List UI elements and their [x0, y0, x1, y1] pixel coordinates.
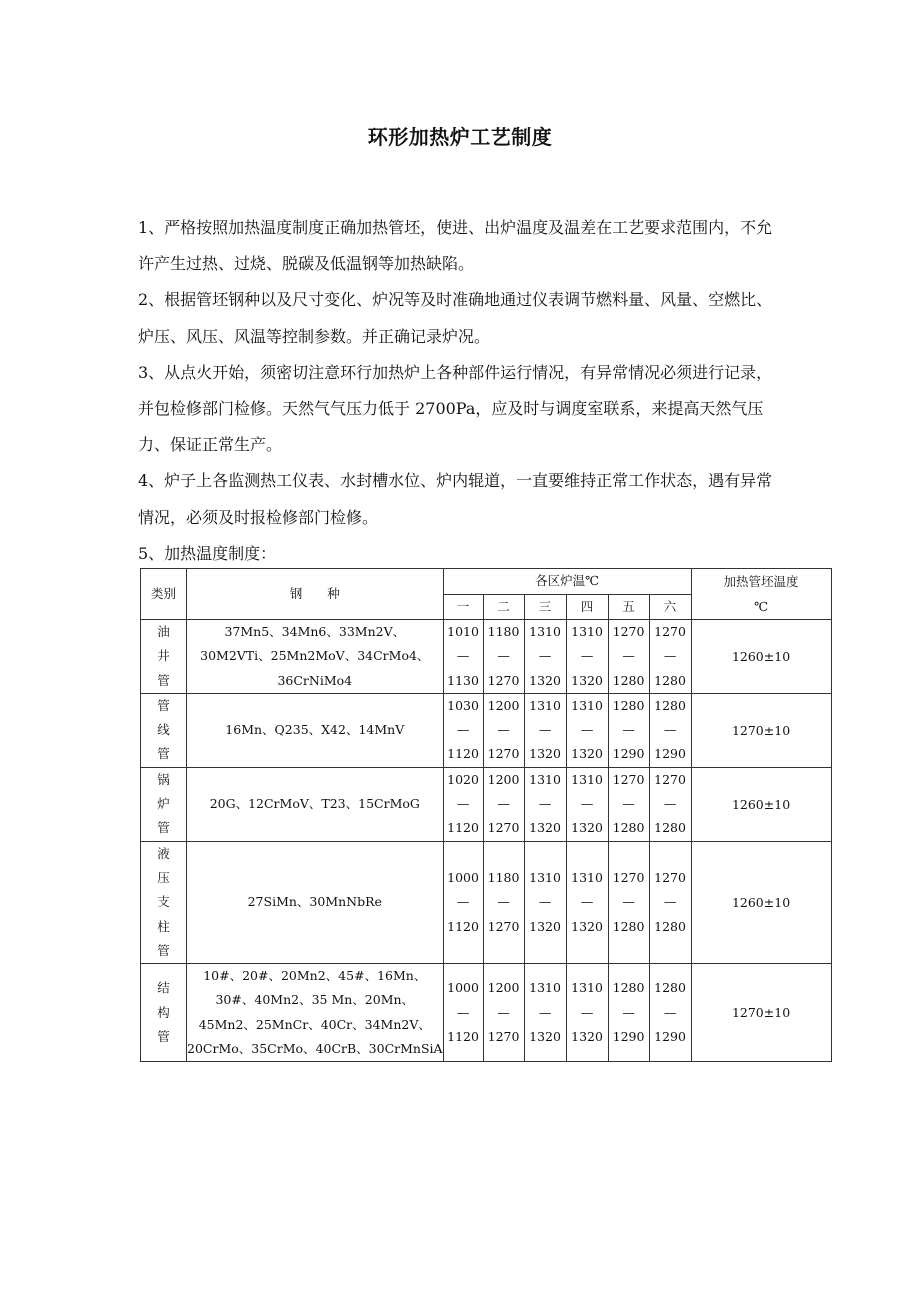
- zone-temp-dash: —: [663, 894, 677, 910]
- zone-3-temp-cell: [524, 693, 566, 767]
- zone-temp-low: 1310: [529, 771, 561, 787]
- zone-1-temp-cell: [443, 620, 483, 694]
- steel-grade-cell: [187, 767, 444, 841]
- zone-temp-dash: —: [580, 894, 594, 910]
- zone-3-temp-cell: [524, 767, 566, 841]
- billet-temp-cell: 1260±10: [691, 767, 831, 841]
- zone-temp-low: 1270: [654, 771, 686, 787]
- paragraph-2: 2、根据管坯钢种以及尺寸变化、炉况等及时准确地通过仪表调节燃料量、风量、空燃比、炉压、风压、风温等控制参数。并正确记录炉况。: [138, 290, 773, 346]
- zone-1-temp-cell: [443, 964, 483, 1062]
- category-char: 管: [157, 672, 170, 688]
- zone-temp-low: 1030: [447, 697, 479, 713]
- zone-temp-dash: —: [580, 648, 594, 664]
- zone-temp-low: 1000: [447, 869, 479, 885]
- zone-temp-high: 1270: [487, 918, 520, 934]
- zone-temp-low: 1310: [529, 697, 561, 713]
- zone-temp-high: 1270: [487, 746, 520, 762]
- zone-6-temp-cell: [649, 767, 691, 841]
- zone-temp-high: 1120: [447, 918, 479, 934]
- zone-6-temp-cell: [649, 620, 691, 694]
- zone-temp-high: 1120: [447, 746, 479, 762]
- header-zone-5: 五: [608, 594, 649, 620]
- category-char: 炉: [157, 796, 170, 812]
- zone-temp-high: 1320: [571, 918, 603, 934]
- zone-temp-dash: —: [663, 722, 677, 738]
- zone-temp-dash: —: [497, 894, 510, 910]
- zone-temp-high: 1270: [487, 820, 520, 836]
- heating-temperature-table: [140, 568, 832, 1062]
- paragraph-3: 3、从点火开始，须密切注意环行加热炉上各种部件运行情况，有异常情况必须进行记录，并包检修部门检修。天然气气压力低于 2700Pa，应及时与调度室联系，来提高天然气压力、保证正常生产。: [138, 362, 773, 455]
- category-cell: [141, 841, 187, 963]
- zone-temp-low: 1270: [612, 869, 645, 885]
- zone-3-temp-cell: [524, 964, 566, 1062]
- zone-temp-low: 1270: [654, 869, 686, 885]
- zone-temp-high: 1320: [529, 746, 561, 762]
- zone-temp-dash: —: [538, 722, 552, 738]
- zone-temp-dash: —: [580, 796, 594, 812]
- steel-grade-line: 36CrNiMo4: [277, 672, 353, 688]
- zone-temp-dash: —: [538, 894, 552, 910]
- zone-temp-low: 1270: [654, 624, 686, 639]
- category-char: 管: [157, 820, 170, 836]
- category-char: 管: [157, 1028, 170, 1044]
- steel-grade-line: 37Mn5、34Mn6、33Mn2V、: [224, 624, 406, 639]
- zone-temp-dash: —: [497, 722, 510, 738]
- zone-temp-low: 1280: [612, 697, 645, 713]
- table-row: [141, 767, 832, 841]
- steel-grade-cell: [187, 693, 444, 767]
- zone-6-temp-cell: [649, 964, 691, 1062]
- page-title: 环形加热炉工艺制度: [367, 125, 553, 149]
- zone-temp-low: 1010: [447, 624, 479, 639]
- zone-temp-dash: —: [497, 796, 510, 812]
- zone-temp-high: 1280: [654, 820, 686, 836]
- paragraph-5: 5、加热温度制度：: [138, 543, 277, 563]
- header-billet-temp-line1: 加热管坯温度: [723, 574, 799, 589]
- zone-temp-high: 1130: [447, 672, 479, 688]
- category-char: 结: [157, 980, 170, 996]
- zone-2-temp-cell: [483, 693, 524, 767]
- zone-temp-low: 1310: [529, 624, 561, 639]
- zone-temp-dash: —: [663, 796, 677, 812]
- steel-grade-line: 20CrMo、35CrMo、40CrB、30CrMnSiA: [187, 1041, 443, 1057]
- zone-6-temp-cell: [649, 693, 691, 767]
- zone-3-temp-cell: [524, 841, 566, 963]
- zone-4-temp-cell: [566, 964, 608, 1062]
- zone-temp-low: 1180: [487, 869, 520, 885]
- header-zone-temps: 各区炉温℃: [443, 569, 691, 595]
- billet-temp-cell: 1270±10: [691, 693, 831, 767]
- zone-temp-high: 1270: [487, 1028, 520, 1044]
- zone-temp-dash: —: [456, 648, 470, 664]
- header-zone-1: 一: [443, 594, 483, 620]
- zone-5-temp-cell: [608, 841, 649, 963]
- zone-temp-low: 1200: [487, 697, 520, 713]
- paragraph-4: 4、炉子上各监测热工仪表、水封槽水位、炉内辊道，一直要维持正常工作状态，遇有异常情况，必须及时报检修部门检修。: [138, 471, 773, 527]
- table-row: [141, 620, 832, 694]
- zone-4-temp-cell: [566, 841, 608, 963]
- zone-temp-dash: —: [663, 1004, 677, 1020]
- zone-temp-high: 1120: [447, 820, 479, 836]
- zone-temp-high: 1280: [654, 672, 686, 688]
- zone-temp-dash: —: [663, 648, 677, 664]
- zone-temp-low: 1200: [487, 771, 520, 787]
- zone-temp-dash: —: [497, 648, 510, 664]
- category-char: 线: [157, 722, 170, 738]
- zone-temp-high: 1280: [654, 918, 686, 934]
- zone-temp-dash: —: [538, 796, 552, 812]
- zone-5-temp-cell: [608, 620, 649, 694]
- zone-temp-low: 1280: [612, 980, 645, 996]
- zone-temp-low: 1280: [654, 980, 686, 996]
- category-cell: [141, 620, 187, 694]
- zone-temp-low: 1310: [571, 869, 603, 885]
- zone-temp-low: 1310: [571, 980, 603, 996]
- zone-temp-dash: —: [622, 1004, 635, 1020]
- zone-temp-high: 1320: [529, 820, 561, 836]
- zone-temp-high: 1280: [612, 820, 645, 836]
- zone-temp-dash: —: [456, 796, 470, 812]
- zone-temp-high: 1320: [529, 918, 561, 934]
- category-char: 构: [157, 1004, 170, 1020]
- header-zone-4: 四: [566, 594, 608, 620]
- category-char: 管: [157, 942, 170, 958]
- zone-1-temp-cell: [443, 841, 483, 963]
- zone-4-temp-cell: [566, 693, 608, 767]
- zone-2-temp-cell: [483, 620, 524, 694]
- zone-temp-low: 1180: [487, 624, 520, 639]
- zone-temp-low: 1000: [447, 980, 479, 996]
- zone-1-temp-cell: [443, 767, 483, 841]
- zone-temp-high: 1320: [571, 672, 603, 688]
- steel-grade-line: 16Mn、Q235、X42、14MnV: [225, 722, 405, 738]
- zone-temp-low: 1310: [571, 624, 603, 639]
- zone-temp-high: 1320: [529, 1028, 561, 1044]
- steel-grade-cell: [187, 620, 444, 694]
- zone-temp-high: 1320: [571, 746, 603, 762]
- zone-5-temp-cell: [608, 964, 649, 1062]
- zone-5-temp-cell: [608, 767, 649, 841]
- zone-temp-low: 1310: [571, 697, 603, 713]
- zone-6-temp-cell: [649, 841, 691, 963]
- header-steel-grade: 钢 种: [187, 569, 444, 620]
- category-cell: [141, 964, 187, 1062]
- billet-temp-cell: 1270±10: [691, 964, 831, 1062]
- zone-4-temp-cell: [566, 767, 608, 841]
- category-char: 液: [157, 845, 170, 861]
- header-billet-temp: [691, 569, 831, 620]
- category-char: 柱: [157, 918, 170, 934]
- zone-temp-low: 1280: [654, 697, 686, 713]
- zone-temp-high: 1320: [571, 1028, 603, 1044]
- category-char: 管: [157, 746, 170, 762]
- header-zone-3: 三: [524, 594, 566, 620]
- zone-temp-dash: —: [622, 796, 635, 812]
- zone-4-temp-cell: [566, 620, 608, 694]
- steel-grade-cell: [187, 841, 444, 963]
- zone-2-temp-cell: [483, 767, 524, 841]
- steel-grade-cell: [187, 964, 444, 1062]
- zone-temp-high: 1270: [487, 672, 520, 688]
- steel-grade-line: 10#、20#、20Mn2、45#、16Mn、: [203, 968, 427, 984]
- zone-temp-low: 1310: [529, 980, 561, 996]
- zone-temp-high: 1290: [654, 1028, 686, 1044]
- billet-temp-cell: 1260±10: [691, 841, 831, 963]
- steel-grade-line: 30M2VTi、25Mn2MoV、34CrMo4、: [200, 648, 430, 664]
- zone-temp-dash: —: [622, 894, 635, 910]
- zone-temp-high: 1280: [612, 672, 645, 688]
- zone-temp-dash: —: [622, 648, 635, 664]
- zone-5-temp-cell: [608, 693, 649, 767]
- zone-temp-high: 1280: [612, 918, 645, 934]
- table-row: [141, 964, 832, 1062]
- zone-temp-dash: —: [497, 1004, 510, 1020]
- zone-temp-low: 1200: [487, 980, 520, 996]
- paragraph-1: 1、严格按照加热温度制度正确加热管坯，使进、出炉温度及温差在工艺要求范围内，不允许产生过热、过烧、脱碳及低温钢等加热缺陷。: [138, 218, 773, 274]
- steel-grade-line: 27SiMn、30MnNbRe: [247, 894, 382, 910]
- category-char: 锅: [157, 771, 170, 787]
- zone-temp-low: 1270: [612, 624, 645, 639]
- category-cell: [141, 767, 187, 841]
- header-category: 类别: [141, 569, 187, 620]
- zone-temp-dash: —: [580, 722, 594, 738]
- zone-temp-high: 1290: [612, 1028, 645, 1044]
- header-zone-6: 六: [649, 594, 691, 620]
- steel-grade-line: 30#、40Mn2、35 Mn、20Mn、: [215, 992, 415, 1008]
- zone-temp-dash: —: [580, 1004, 594, 1020]
- zone-temp-high: 1290: [612, 746, 645, 762]
- zone-3-temp-cell: [524, 620, 566, 694]
- billet-temp-cell: 1260±10: [691, 620, 831, 694]
- zone-temp-dash: —: [538, 1004, 552, 1020]
- category-char: 油: [157, 624, 170, 639]
- zone-temp-dash: —: [538, 648, 552, 664]
- category-char: 井: [157, 648, 170, 664]
- zone-temp-low: 1310: [571, 771, 603, 787]
- zone-temp-low: 1310: [529, 869, 561, 885]
- zone-temp-high: 1290: [654, 746, 686, 762]
- zone-1-temp-cell: [443, 693, 483, 767]
- zone-2-temp-cell: [483, 964, 524, 1062]
- zone-temp-low: 1020: [447, 771, 479, 787]
- steel-grade-line: 20G、12CrMoV、T23、15CrMoG: [209, 796, 420, 812]
- zone-temp-dash: —: [456, 894, 470, 910]
- header-zone-2: 二: [483, 594, 524, 620]
- category-char: 支: [157, 894, 170, 910]
- zone-temp-high: 1120: [447, 1028, 479, 1044]
- header-billet-temp-line2: ℃: [754, 599, 769, 614]
- category-char: 管: [157, 697, 170, 713]
- zone-temp-high: 1320: [571, 820, 603, 836]
- zone-temp-dash: —: [622, 722, 635, 738]
- steel-grade-line: 45Mn2、25MnCr、40Cr、34Mn2V、: [198, 1016, 431, 1032]
- category-cell: [141, 693, 187, 767]
- table-row: [141, 693, 832, 767]
- category-char: 压: [157, 869, 170, 885]
- zone-temp-dash: —: [456, 1004, 470, 1020]
- zone-2-temp-cell: [483, 841, 524, 963]
- zone-temp-dash: —: [456, 722, 470, 738]
- zone-temp-high: 1320: [529, 672, 561, 688]
- body-text: [138, 210, 786, 572]
- zone-temp-low: 1270: [612, 771, 645, 787]
- table-row: [141, 841, 832, 963]
- table-body: [141, 620, 832, 1062]
